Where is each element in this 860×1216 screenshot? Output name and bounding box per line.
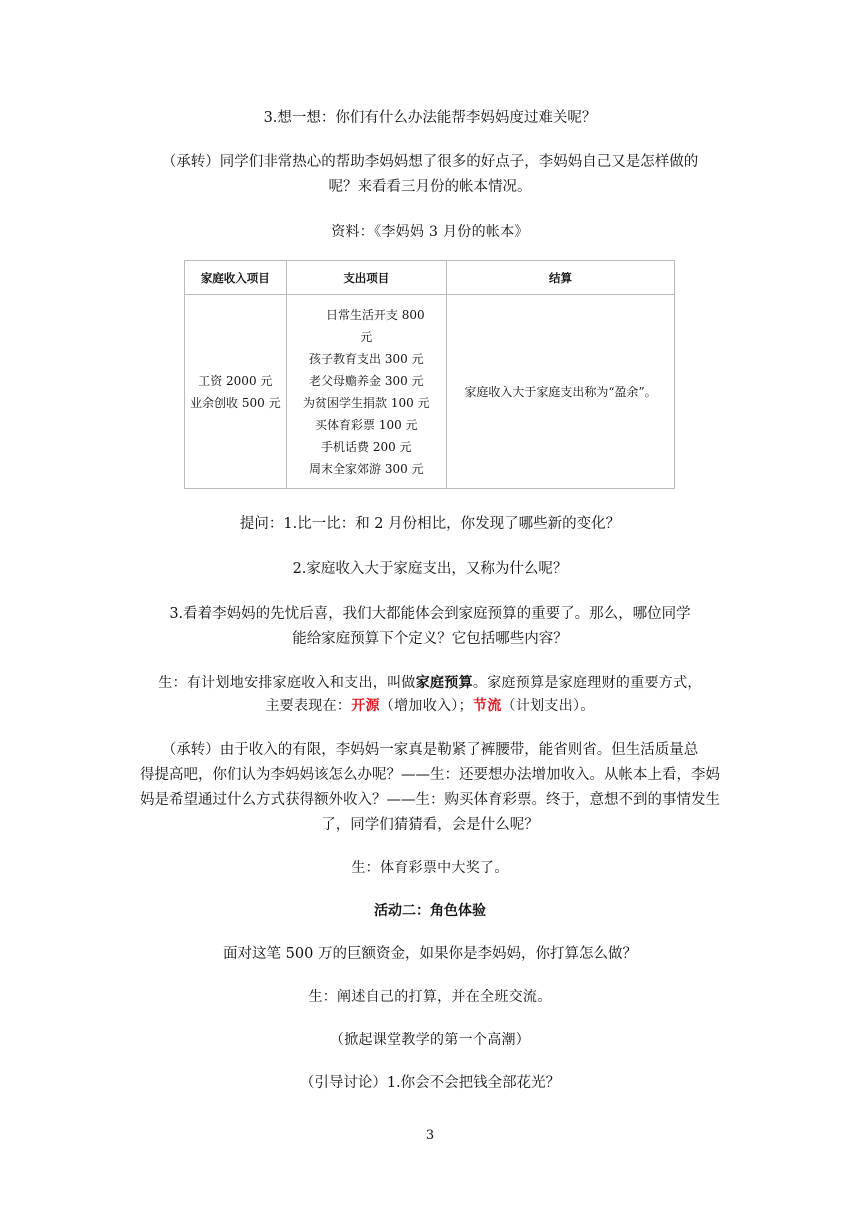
transition-paragraph-line-2: 呢？来看看三月份的帐本情况。 xyxy=(328,179,532,195)
transition-2-line-2: 得提高吧，你们认为李妈妈该怎么办呢？——生：还要想办法增加收入。从帐本上看，李妈 xyxy=(140,767,720,783)
activity-heading: 活动二：角色体验 xyxy=(374,903,486,919)
expense-item: 元 xyxy=(360,329,373,344)
question-compare: 提问：1.比一比：和 2 月份相比，你发现了哪些新的变化？ xyxy=(239,516,621,532)
question-budget-line-2: 能给家庭预算下个定义？它包括哪些内容？ xyxy=(292,631,568,647)
transition-2-line-4: 了，同学们猜猜看，会是什么呢？ xyxy=(321,817,539,833)
header-income: 家庭收入项目 xyxy=(185,261,287,295)
header-expenses: 支出项目 xyxy=(286,261,446,295)
term-cut-expense: 节流 xyxy=(472,698,502,714)
guided-discussion: （引导讨论）1.你会不会把钱全部花光？ xyxy=(299,1075,561,1091)
income-item: 工资 2000 元 xyxy=(198,373,273,388)
student-answer-line-2: 主要表现在：开源（增加收入）；节流（计划支出）。 xyxy=(265,698,595,714)
header-settlement: 结算 xyxy=(447,261,675,295)
table-row xyxy=(185,295,675,489)
transition-2-line-3: 妈是希望通过什么方式获得额外收入？——生：购买体育彩票。终于，意想不到的事情发生 xyxy=(140,792,720,808)
expense-item: 日常生活开支 800 xyxy=(325,307,425,322)
page-number: 3 xyxy=(425,1128,435,1143)
ledger-table xyxy=(184,260,675,489)
prompt-five-million: 面对这笔 500 万的巨额资金，如果你是李妈妈，你打算怎么做？ xyxy=(223,946,637,962)
climax-note: （掀起课堂教学的第一个高潮） xyxy=(329,1032,531,1048)
table-header-row xyxy=(185,261,675,295)
question-think: 3.想一想：你们有什么办法能帮李妈妈度过难关呢？ xyxy=(263,110,597,126)
expense-item: 孩子教育支出 300 元 xyxy=(309,351,424,366)
student-plan: 生：阐述自己的打算，并在全班交流。 xyxy=(308,989,552,1005)
expense-item: 手机话费 200 元 xyxy=(321,439,412,454)
question-budget-line-1: 3.看着李妈妈的先忧后喜，我们大都能体会到家庭预算的重要了。那么，哪位同学 xyxy=(169,606,691,622)
settlement-cell: 家庭收入大于家庭支出称为“盈余”。 xyxy=(447,295,675,489)
expense-item: 老父母赡养金 300 元 xyxy=(309,373,424,388)
term-open-source: 开源 xyxy=(351,698,380,714)
transition-2-line-1: （承转）由于收入的有限，李妈妈一家真是勒紧了裤腰带，能省则省。但生活质量总 xyxy=(161,742,699,758)
expense-item: 为贫困学生捐款 100 元 xyxy=(303,395,430,410)
student-lottery: 生：体育彩票中大奖了。 xyxy=(351,860,509,876)
student-answer-line-1: 生：有计划地安排家庭收入和支出，叫做家庭预算。家庭预算是家庭理财的重要方式， xyxy=(158,675,702,691)
transition-paragraph-line-1: （承转）同学们非常热心的帮助李妈妈想了很多的好点子，李妈妈自己又是怎样做的 xyxy=(161,154,699,170)
expenses-cell xyxy=(286,295,446,489)
table-caption: 资料：《李妈妈 3 月份的帐本》 xyxy=(331,224,529,240)
expense-item: 买体育彩票 100 元 xyxy=(315,417,418,432)
question-surplus: 2.家庭收入大于家庭支出，又称为什么呢？ xyxy=(292,561,568,577)
income-cell xyxy=(185,295,287,489)
term-family-budget: 家庭预算 xyxy=(415,675,473,691)
expense-item: 周末全家郊游 300 元 xyxy=(309,461,424,476)
income-item: 业余创收 500 元 xyxy=(190,395,281,410)
